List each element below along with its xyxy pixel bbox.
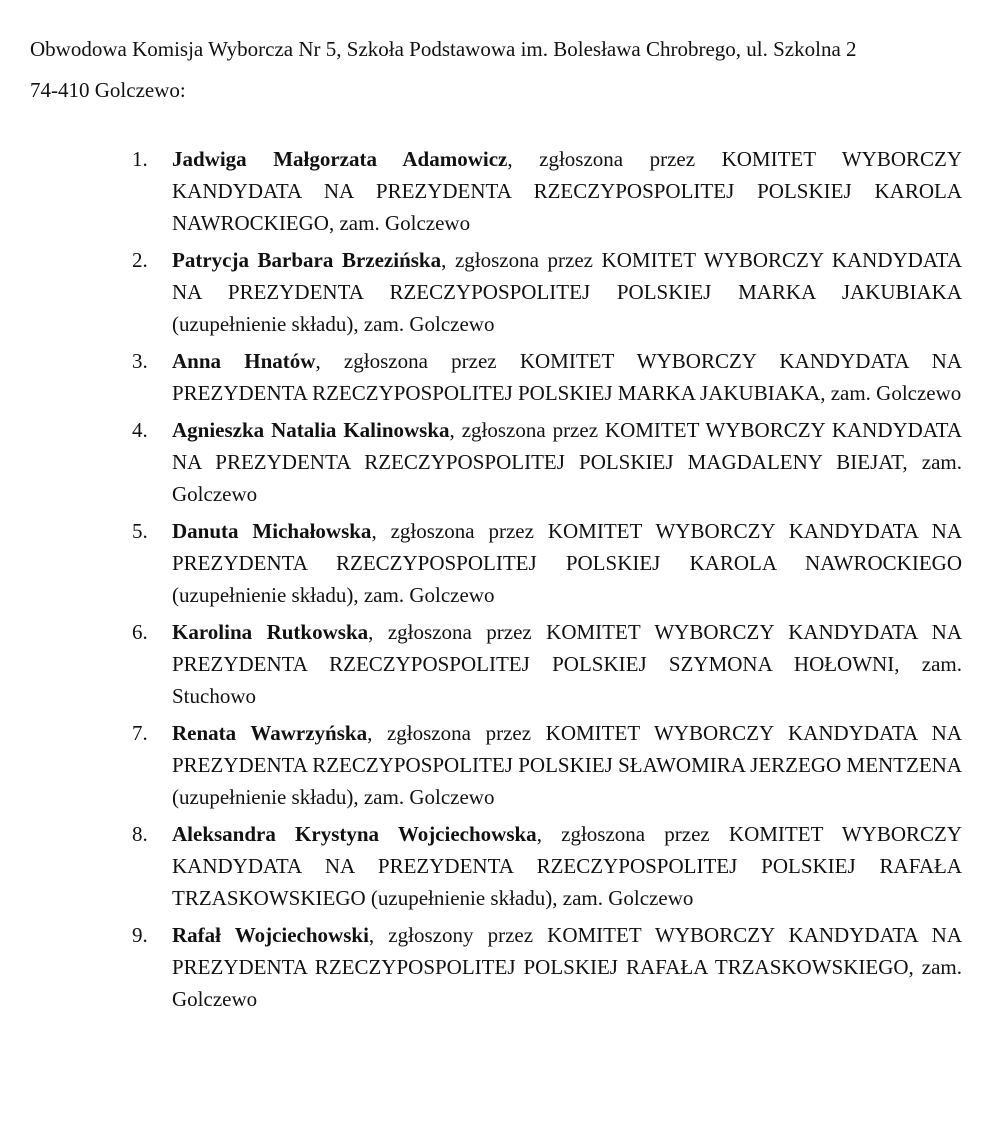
member-entry [172,345,962,409]
member-number-text: 3. [132,349,148,373]
member-number-text: 7. [132,721,148,745]
list-item [120,616,962,712]
committee-header [30,29,1000,111]
member-number [120,818,172,914]
member-entry [172,616,962,712]
list-item [120,143,962,239]
member-details: , zgłoszona przez KOMITET WYBORCZY KANDYDATA NA PREZYDENTA RZECZYPOSPOLITEJ POLSKIEJ MAGDALENY BIEJAT, zam. Golczewo [172,418,962,506]
member-number [120,616,172,712]
member-entry [172,818,962,914]
member-number-text: 6. [132,620,148,644]
member-number [120,414,172,510]
list-item [120,818,962,914]
list-item [120,244,962,340]
member-entry [172,717,962,813]
list-item [120,414,962,510]
member-details: , zgłoszona przez KOMITET WYBORCZY KANDYDATA NA PREZYDENTA RZECZYPOSPOLITEJ POLSKIEJ MARKA JAKUBIAKA, zam. Golczewo [172,349,962,405]
member-name: Karolina Rutkowska [172,620,369,644]
member-number-text: 8. [132,822,148,846]
member-entry [172,919,962,1015]
member-number [120,345,172,409]
list-item [120,515,962,611]
member-name: Anna Hnatów [172,349,316,373]
member-number [120,919,172,1015]
member-name: Aleksandra Krystyna Wojciechowska [172,822,537,846]
member-number-text: 5. [132,519,148,543]
committee-members-list [120,143,962,1020]
member-details: , zgłoszona przez KOMITET WYBORCZY KANDYDATA NA PREZYDENTA RZECZYPOSPOLITEJ POLSKIEJ KAROLA NAWROCKIEGO, zam. Golczewo [172,147,962,235]
list-item [120,717,962,813]
committee-header-line-1: Obwodowa Komisja Wyborcza Nr 5, Szkoła Podstawowa im. Bolesława Chrobrego, ul. Szkolna 2 [30,37,857,61]
member-entry [172,414,962,510]
member-entry [172,515,962,611]
member-details: , zgłoszona przez KOMITET WYBORCZY KANDYDATA NA PREZYDENTA RZECZYPOSPOLITEJ POLSKIEJ KAROLA NAWROCKIEGO (uzupełnienie składu), zam. Golczewo [172,519,962,607]
member-name: Renata Wawrzyńska [172,721,368,745]
member-number-text: 9. [132,923,148,947]
list-item [120,345,962,409]
member-name: Patrycja Barbara Brzezińska [172,248,442,272]
list-item [120,919,962,1015]
member-details: , zgłoszona przez KOMITET WYBORCZY KANDYDATA NA PREZYDENTA RZECZYPOSPOLITEJ POLSKIEJ SŁAWOMIRA JERZEGO MENTZENA (uzupełnienie składu), zam. Golczewo [172,721,962,809]
member-number-text: 4. [132,418,148,442]
member-number-text: 1. [132,147,148,171]
member-details: , zgłoszona przez KOMITET WYBORCZY KANDYDATA NA PREZYDENTA RZECZYPOSPOLITEJ POLSKIEJ MARKA JAKUBIAKA (uzupełnienie składu), zam. Golczewo [172,248,962,336]
member-number [120,515,172,611]
member-details: , zgłoszona przez KOMITET WYBORCZY KANDYDATA NA PREZYDENTA RZECZYPOSPOLITEJ POLSKIEJ RAFAŁA TRZASKOWSKIEGO (uzupełnienie składu), zam. Golczewo [172,822,962,910]
member-name: Danuta Michałowska [172,519,372,543]
member-entry [172,244,962,340]
member-name: Rafał Wojciechowski [172,923,369,947]
member-number [120,244,172,340]
committee-header-line-2: 74-410 Golczewo: [30,78,186,102]
member-name: Jadwiga Małgorzata Adamowicz [172,147,508,171]
member-number-text: 2. [132,248,148,272]
member-details: , zgłoszony przez KOMITET WYBORCZY KANDYDATA NA PREZYDENTA RZECZYPOSPOLITEJ POLSKIEJ RAFAŁA TRZASKOWSKIEGO, zam. Golczewo [172,923,963,1011]
member-details: , zgłoszona przez KOMITET WYBORCZY KANDYDATA NA PREZYDENTA RZECZYPOSPOLITEJ POLSKIEJ SZYMONA HOŁOWNI, zam. Stuchowo [172,620,962,708]
member-entry [172,143,962,239]
member-name: Agnieszka Natalia Kalinowska [172,418,450,442]
member-number [120,143,172,239]
member-number [120,717,172,813]
